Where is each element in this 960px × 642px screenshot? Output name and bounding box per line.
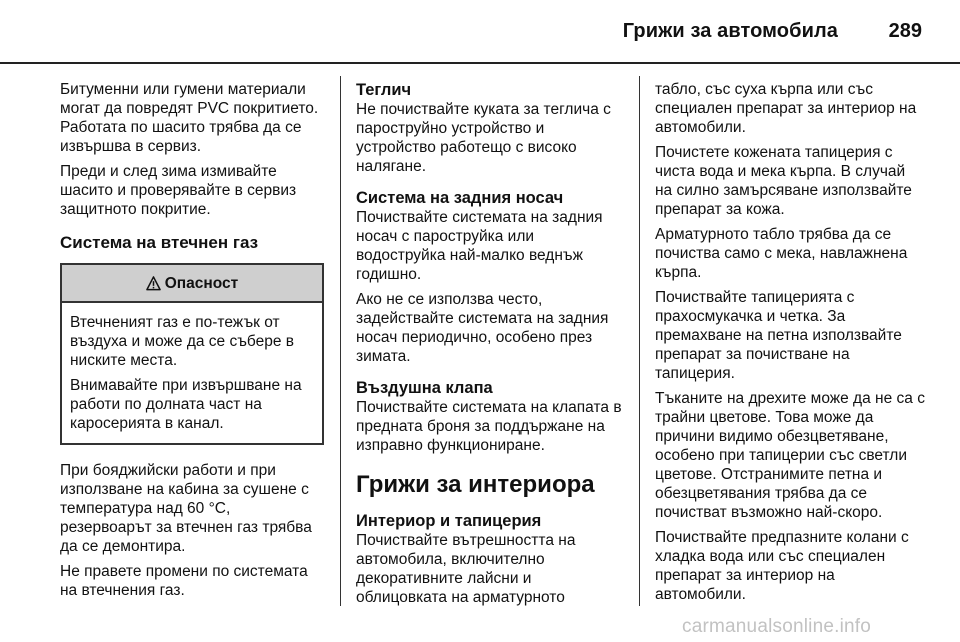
heading-lpg-system: Система на втечнен газ (60, 233, 259, 252)
warning-text-1: Втечненият газ е по-тежък от въздуха и може да се събере в ниските места. (70, 314, 295, 369)
column-2 (356, 80, 626, 613)
paragraph-leather: Почистете кожената тапицерия с чиста вода и мека кърпа. В случай на силно замърсяване използвайте препарат за кожа. (655, 144, 912, 218)
heading-interior-care: Грижи за интериора (356, 471, 595, 498)
paragraph-dashboard-cloth: табло, със суха кърпа или със специален препарат за интериор на автомобили. (655, 81, 917, 136)
paragraph-rear-carrier-2: Ако не се използва често, задейcтвайте системата на задния носач периодично, особено през зимата. (356, 291, 609, 365)
page-header (0, 0, 960, 62)
paragraph-dashboard: Арматурното табло трябва да се почиства само с мека, навлажнена кърпа. (655, 226, 908, 281)
column-3 (655, 80, 925, 610)
warning-text-2: Внимавайте при извършване на работи по долната част на каросерията в канал. (70, 377, 302, 432)
column-divider-2 (639, 76, 640, 606)
paragraph-seat-belts: Почиствайте предпазните колани с хладка вода или със специален препарат за интериор на автомобили. (655, 529, 909, 603)
heading-towbar: Теглич (356, 81, 412, 99)
paragraph-painting: При бояджийски работи и при използване на кабина за сушене с температура над 60 °C, резервоарът за втечнен газ трябва да се демонтира. (60, 462, 312, 555)
paragraph-bitumen: Битуменни или гумени материали могат да повредят PVC покритието. Работата по шасито трябва да се извършва в сервиз. (60, 81, 319, 155)
warning-body (62, 303, 322, 443)
column-divider-1 (340, 76, 341, 606)
paragraph-fabrics: Тъканите на дрехите може да не са с трайни цветове. Това може да причини видимо обезцветяване, особено при тапицерии със светли цветове. Отстранимите петна и обезцветявания трябва да се почистват възможно най-скоро. (655, 390, 925, 521)
warning-box (60, 263, 324, 445)
warning-header (62, 265, 322, 303)
header-title: Грижи за автомобила (622, 20, 838, 42)
heading-rear-carrier: Система на задния носач (356, 189, 564, 207)
paragraph-winter: Преди и след зима измивайте шасито и проверявайте в сервиз защитното покритие. (60, 163, 297, 218)
paragraph-air-flap: Почиствайте системата на клапата в предната броня за поддържане на изправно функциониране. (356, 399, 622, 454)
page-number: 289 (888, 20, 922, 42)
paragraph-no-changes: Не правете промени по системата на втечнения газ. (60, 563, 308, 599)
watermark: carmanualsonline.info (682, 616, 872, 637)
paragraph-vacuum: Почиствайте тапицерията с прахосмукачка и четка. За премахване на петна използвайте препарат за почистване на тапицерия. (655, 289, 902, 382)
heading-interior-upholstery: Интериор и тапицерия (356, 512, 542, 530)
paragraph-upholstery: Почиствайте вътрешността на автомобила, включително декоративните лайсни и облицовката на арматурното (356, 532, 576, 606)
paragraph-rear-carrier-1: Почиствайте системата на задния носач с пароструйка или водоструйка най-малко веднъж годишно. (356, 209, 603, 283)
heading-air-flap: Въздушна клапа (356, 379, 493, 397)
paragraph-towbar: Не почиствайте куката за теглича с пароструйно устройство и устройство работещо с високо налягане. (356, 101, 611, 175)
warning-triangle-icon (146, 276, 161, 291)
warning-title: Опасност (164, 274, 239, 292)
header-rule (0, 62, 960, 64)
column-1 (60, 80, 324, 606)
